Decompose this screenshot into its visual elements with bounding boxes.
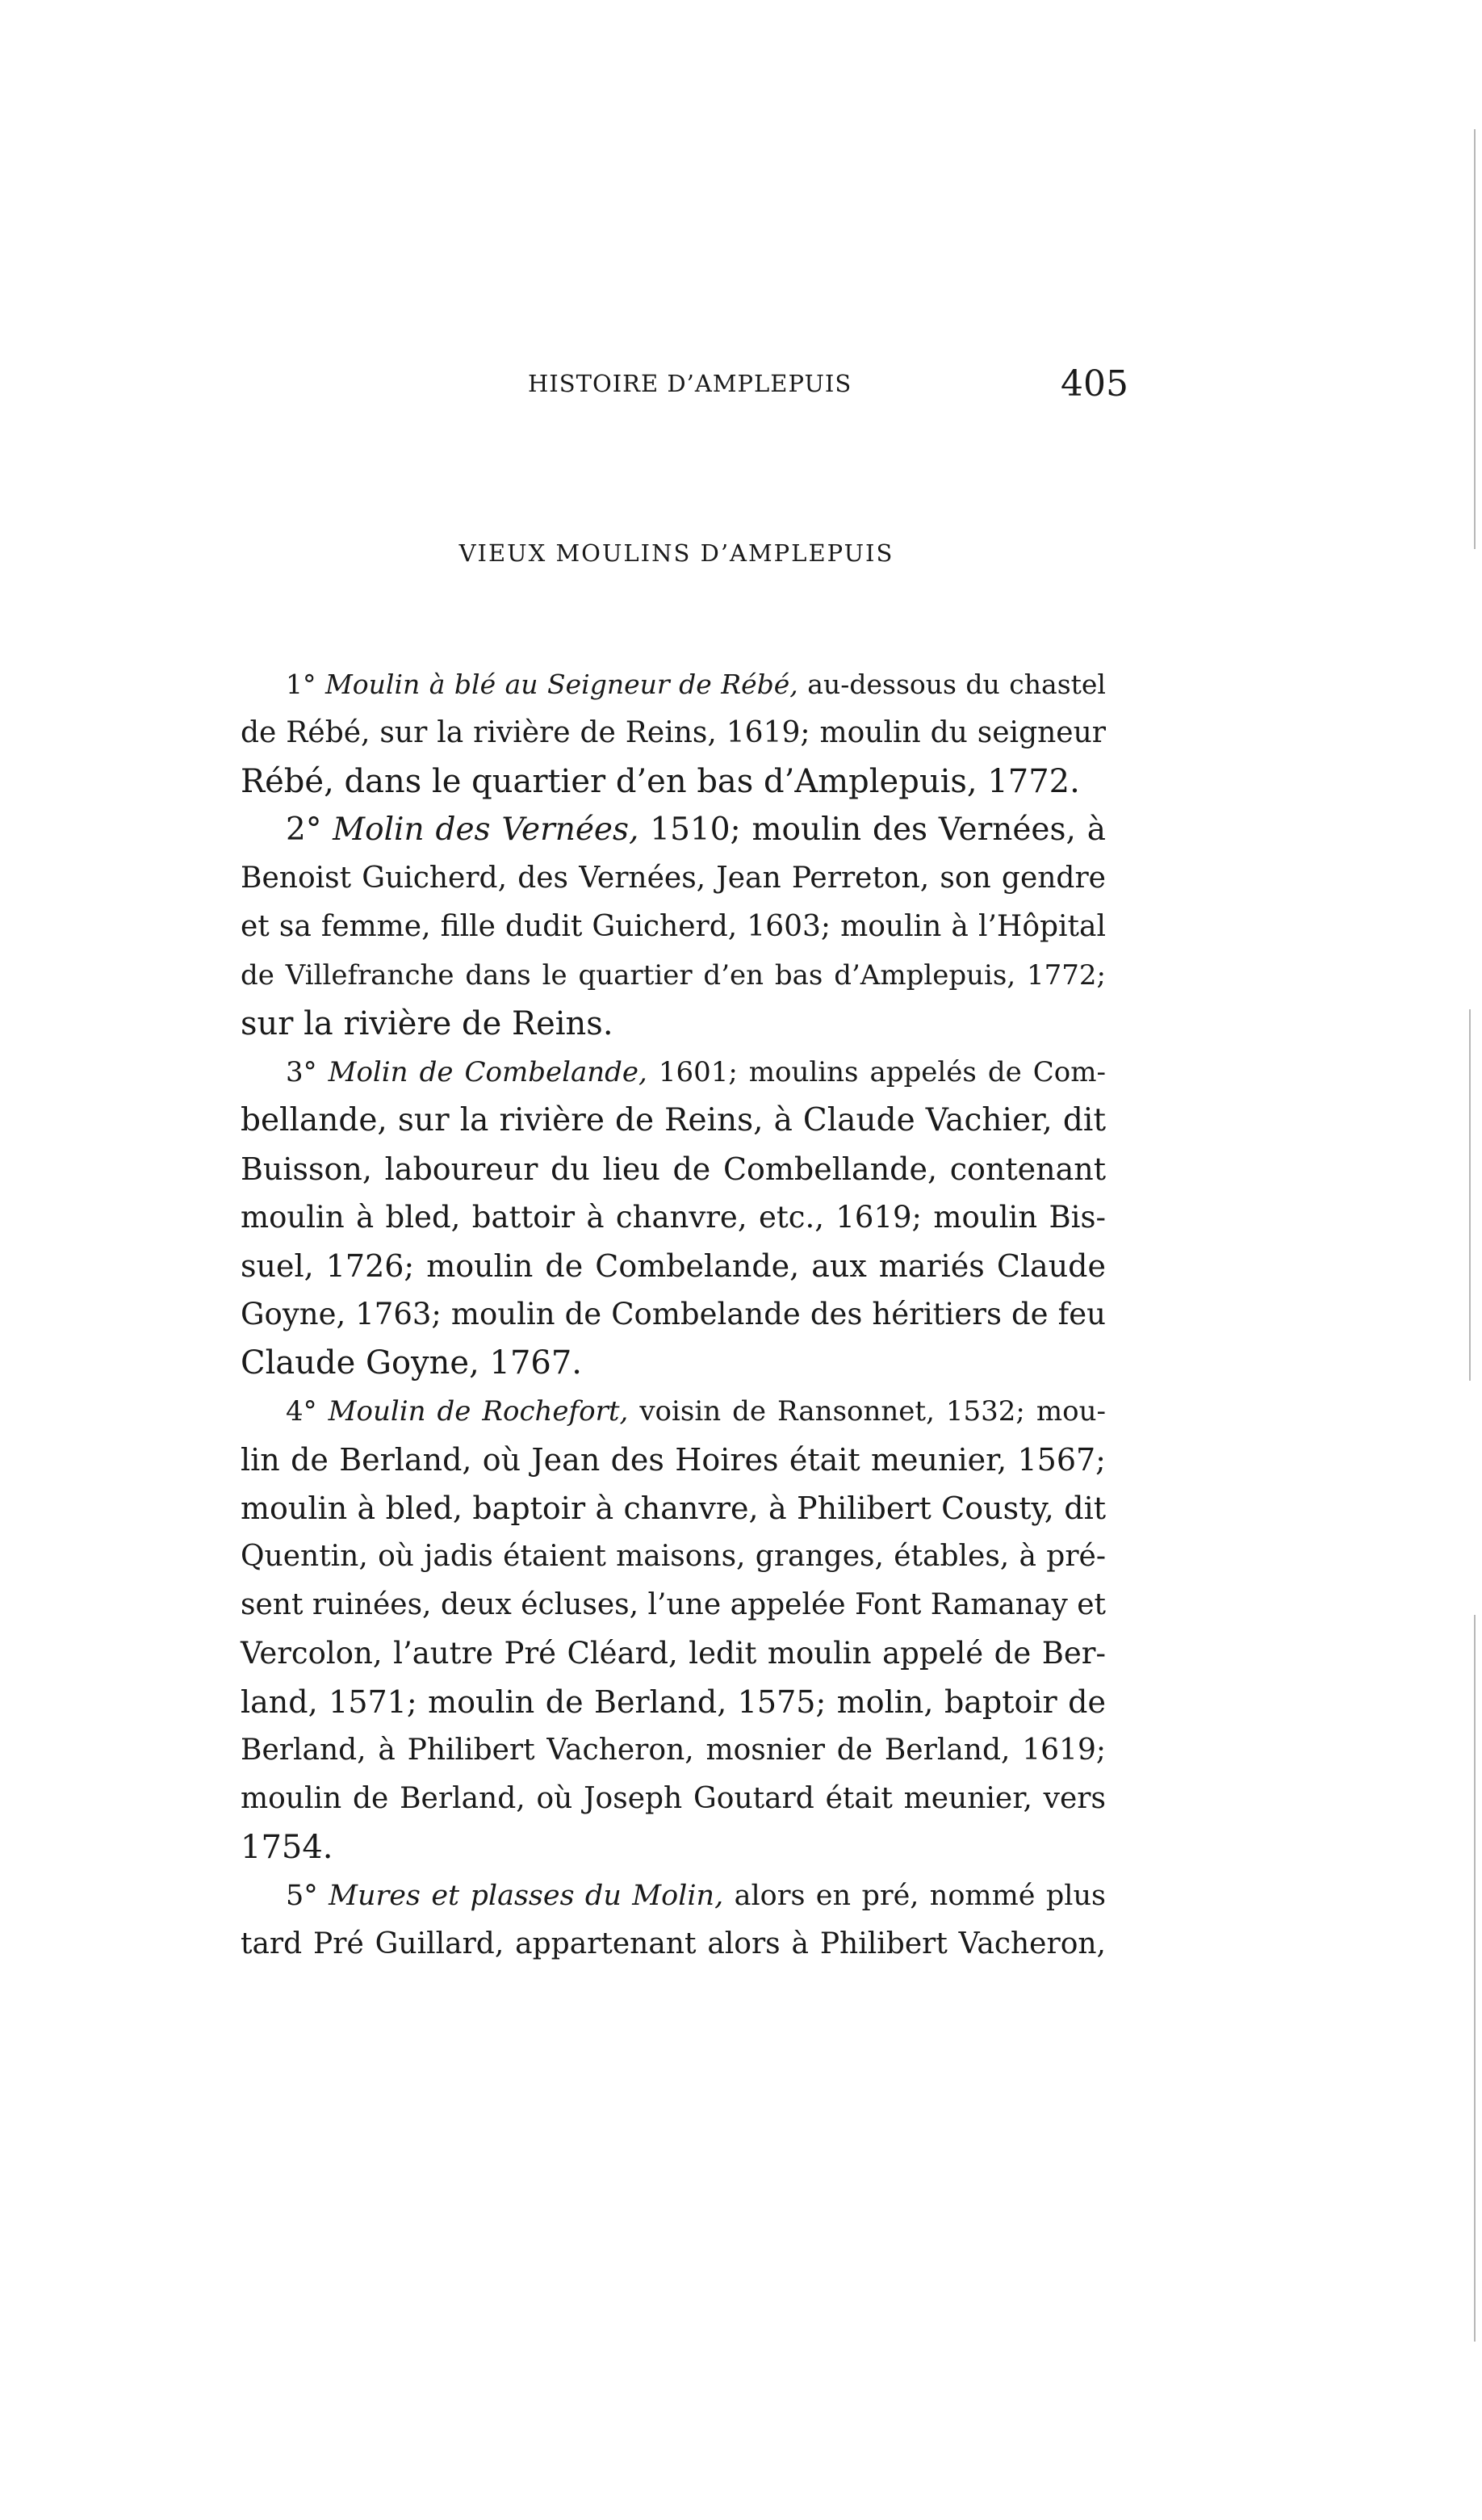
scan-edge-mark [1469, 1009, 1471, 1381]
text-line: moulin à bled, baptoir à chanvre, à Philibert Cousty, dit [241, 1491, 1106, 1526]
scan-edge-mark [1474, 129, 1476, 549]
page-number: 405 [1061, 363, 1128, 405]
text-line: de Rébé, sur la rivière de Reins, 1619; moulin du seigneur [241, 716, 1106, 749]
text-line: Vercolon, l’autre Pré Cléard, ledit moulin appelé de Ber- [241, 1636, 1106, 1671]
text-line: bellande, sur la rivière de Reins, à Claude Vachier, dit [241, 1102, 1106, 1138]
text-line: Rébé, dans le quartier d’en bas d’Amplepuis, 1772. [241, 763, 1080, 800]
text-line: moulin de Berland, où Joseph Goutard était meunier, vers [241, 1782, 1106, 1815]
text-line: de Villefranche dans le quartier d’en bas d’Amplepuis, 1772; [241, 959, 1106, 992]
scan-edge-mark [1474, 1615, 1476, 2342]
text-line: 3° Molin de Combelande, 1601; moulins appelés de Com- [286, 1056, 1106, 1088]
text-line: 5° Mures et plasses du Molin, alors en pré, nommé plus [286, 1880, 1106, 1912]
text-line: land, 1571; moulin de Berland, 1575; molin, baptoir de [241, 1684, 1106, 1720]
body-text [241, 660, 1106, 1969]
text-line: 2° Molin des Vernées, 1510; moulin des Vernées, à [286, 811, 1106, 848]
text-line: Quentin, où jadis étaient maisons, granges, étables, à pré- [241, 1540, 1106, 1573]
text-line: sent ruinées, deux écluses, l’une appelée Font Ramanay et [241, 1588, 1107, 1621]
text-line: sur la rivière de Reins. [241, 1005, 613, 1042]
text-line: Berland, à Philibert Vacheron, mosnier de Berland, 1619; [241, 1734, 1106, 1767]
text-line: lin de Berland, où Jean des Hoires était meunier, 1567; [241, 1442, 1106, 1478]
text-line: Buisson, laboureur du lieu de Combellande, contenant [241, 1151, 1106, 1187]
text-line: moulin à bled, battoir à chanvre, etc., 1619; moulin Bis- [241, 1200, 1106, 1235]
text-line: tard Pré Guillard, appartenant alors à Philibert Vacheron, [241, 1927, 1106, 1960]
text-line: et sa femme, fille dudit Guicherd, 1603; moulin à l’Hôpital [241, 910, 1106, 943]
text-line: 1754. [241, 1829, 333, 1866]
text-line: 1° Moulin à blé au Seigneur de Rébé, au-dessous du chastel [286, 669, 1106, 700]
text-line: Benoist Guicherd, des Vernées, Jean Perreton, son gendre [241, 862, 1106, 895]
running-title: HISTOIRE D’AMPLEPUIS [528, 370, 852, 397]
section-title: VIEUX MOULINS D’AMPLEPUIS [458, 539, 894, 567]
running-head [241, 363, 1128, 412]
text-line: Claude Goyne, 1767. [241, 1344, 583, 1382]
text-line: Goyne, 1763; moulin de Combelande des héritiers de feu [241, 1297, 1106, 1331]
text-line: suel, 1726; moulin de Combelande, aux mariés Claude [241, 1248, 1106, 1284]
text-line: 4° Moulin de Rochefort, voisin de Ransonnet, 1532; mou- [286, 1395, 1106, 1428]
